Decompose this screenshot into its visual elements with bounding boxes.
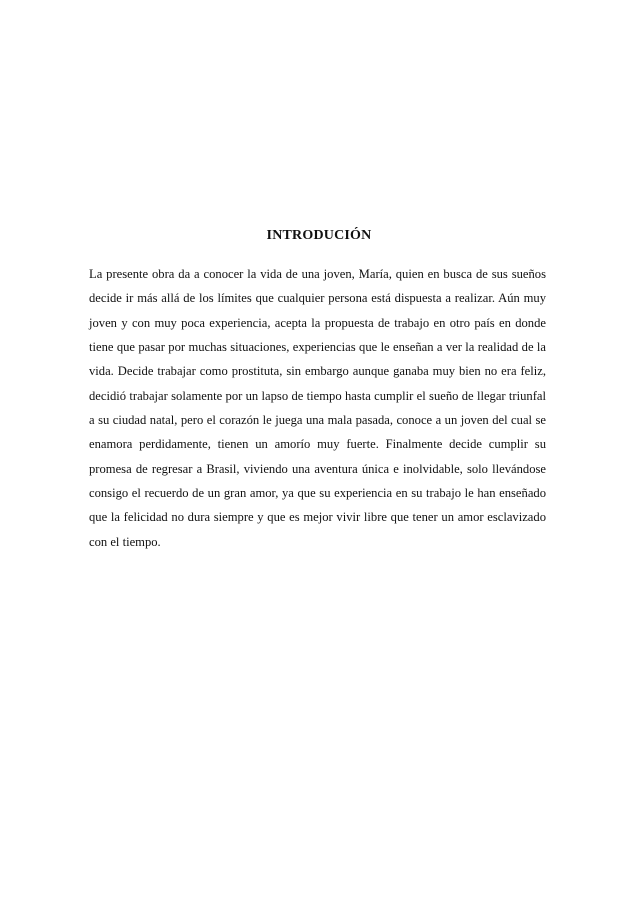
section-title: INTRODUCIÓN (266, 228, 372, 243)
introduction-paragraph: La presente obra da a conocer la vida de una joven, María, quien en busca de sus sueños decide ir más allá de los límites que cualquier persona está dispuesta a realizar. Aún muy joven y con muy poca experiencia, acepta la propuesta de trabajo en otro país en donde tiene que pasar por muchas situaciones, experiencias que le enseñan a ver la realidad de la vida. Decide trabajar como prostituta, sin embargo aunque ganaba muy bien no era feliz, decidió trabajar solamente por un lapso de tiempo hasta cumplir el sueño de llegar triunfal a su ciudad natal, pero el corazón le juega una mala pasada, conoce a un joven del cual se enamora perdidamente, tienen un amorío muy fuerte. Finalmente decide cumplir su promesa de regresar a Brasil, viviendo una aventura única e inolvidable, solo llevándose consigo el recuerdo de un gran amor, ya que su experiencia en su trabajo le han enseñado que la felicidad no dura siempre y que es mejor vivir libre que tener un amor esclavizado con el tiempo. (89, 267, 546, 549)
